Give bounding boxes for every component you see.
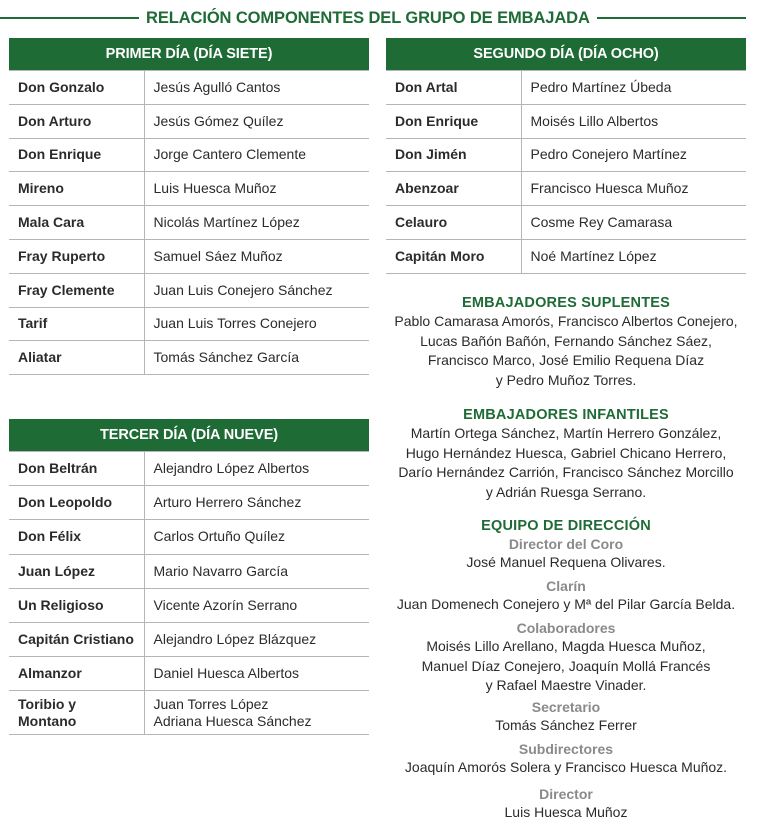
name-cell: Tomás Sánchez García xyxy=(144,341,369,375)
name-cell: Luis Huesca Muñoz xyxy=(144,172,369,206)
name-cell: Arturo Herrero Sánchez xyxy=(144,486,369,520)
table-row xyxy=(9,691,369,735)
text-line: Francisco Marco, José Emilio Requena Díaz xyxy=(427,352,705,368)
table-row xyxy=(9,104,369,138)
tercer-dia-header: TERCER DÍA (DÍA NUEVE) xyxy=(9,419,369,452)
name-cell: Juan Luis Conejero Sánchez xyxy=(144,273,369,307)
colaboradores-label: Colaboradores xyxy=(516,620,616,636)
table-row xyxy=(386,104,746,138)
text-line: y Pedro Muñoz Torres. xyxy=(495,371,637,388)
direccion-section xyxy=(388,517,744,822)
table-row xyxy=(9,71,369,105)
name-cell: Alejandro López Albertos xyxy=(144,452,369,486)
segundo-dia-table xyxy=(386,38,746,274)
role-cell: Celauro xyxy=(386,206,521,240)
name-cell: Nicolás Martínez López xyxy=(144,206,369,240)
text-line: Pablo Camarasa Amorós, Francisco Albertos Conejero, xyxy=(394,313,738,329)
role-cell: Don Jimén xyxy=(386,138,521,172)
role-cell: Mala Cara xyxy=(9,206,144,240)
text-line: y Rafael Maestre Vinader. xyxy=(485,677,647,693)
text-line: Hugo Hernández Huesca, Gabriel Chicano Herrero, xyxy=(405,444,727,461)
director-label: Director xyxy=(539,785,593,802)
role-cell: Don Leopoldo xyxy=(9,486,144,520)
name-cell: Cosme Rey Camarasa xyxy=(521,206,746,240)
role-cell: Capitán Cristiano xyxy=(9,622,144,656)
name-cell: Jorge Cantero Clemente xyxy=(144,138,369,172)
table-row xyxy=(9,341,369,375)
role-cell: Almanzor xyxy=(9,657,144,691)
text-line: Darío Hernández Carrión, Francisco Sánchez Morcillo xyxy=(398,464,734,480)
director-coro-label: Director del Coro xyxy=(508,536,624,552)
role-cell: Abenzoar xyxy=(386,172,521,206)
role-cell: Juan López xyxy=(9,554,144,588)
role-cell: Un Religioso xyxy=(9,588,144,622)
table-row xyxy=(9,273,369,307)
name-cell: Mario Navarro García xyxy=(144,554,369,588)
role-cell: Mireno xyxy=(9,172,144,206)
text-line: José Manuel Requena Olivares. xyxy=(466,554,666,570)
name-cell: Jesús Agulló Cantos xyxy=(144,71,369,105)
role-cell: Capitán Moro xyxy=(386,239,521,273)
role-cell: Don Gonzalo xyxy=(9,71,144,105)
role-cell: Fray Clemente xyxy=(9,273,144,307)
table-row xyxy=(9,206,369,240)
secretario-label: Secretario xyxy=(531,698,601,715)
table-row xyxy=(9,172,369,206)
text-line: Tomás Sánchez Ferrer xyxy=(495,716,637,733)
title-rule-left xyxy=(0,17,139,19)
table-row xyxy=(9,520,369,554)
table-row xyxy=(9,138,369,172)
segundo-dia-header: SEGUNDO DÍA (DÍA OCHO) xyxy=(386,38,746,71)
page-title: RELACIÓN COMPONENTES DEL GRUPO DE EMBAJADA xyxy=(146,8,590,27)
table-row xyxy=(9,622,369,656)
table-row xyxy=(9,452,369,486)
name-cell: Daniel Huesca Albertos xyxy=(144,657,369,691)
table-row xyxy=(386,138,746,172)
text-line: Luis Huesca Muñoz xyxy=(504,803,628,820)
table-row xyxy=(9,239,369,273)
role-cell: Don Arturo xyxy=(9,104,144,138)
infantiles-section xyxy=(388,406,744,502)
table-row xyxy=(9,554,369,588)
role-cell: Don Enrique xyxy=(386,104,521,138)
title-rule-right xyxy=(597,17,746,19)
role-cell: Don Enrique xyxy=(9,138,144,172)
section-body xyxy=(388,312,744,390)
name-cell: Vicente Azorín Serrano xyxy=(144,588,369,622)
table-row xyxy=(9,588,369,622)
role-cell: Don Beltrán xyxy=(9,452,144,486)
name-cell: Alejandro López Blázquez xyxy=(144,622,369,656)
tercer-dia-table xyxy=(9,419,369,735)
name-cell: Pedro Martínez Úbeda xyxy=(521,71,746,105)
text-line: Joaquín Amorós Solera y Francisco Huesca Muñoz. xyxy=(404,759,728,775)
primer-dia-header: PRIMER DÍA (DÍA SIETE) xyxy=(9,38,369,71)
name-line: Juan Torres López xyxy=(153,695,269,712)
section-title: EQUIPO DE DIRECCIÓN xyxy=(481,518,651,534)
name-line: Adriana Huesca Sánchez xyxy=(153,712,312,729)
suplentes-section xyxy=(388,294,744,390)
role-cell: Don Félix xyxy=(9,520,144,554)
text-line: Lucas Bañón Bañón, Fernando Sánchez Sáez, xyxy=(420,332,712,349)
table-row xyxy=(386,172,746,206)
table-row xyxy=(386,239,746,273)
clarin-label: Clarín xyxy=(546,577,586,594)
role-line: Montano xyxy=(18,712,77,729)
section-title: EMBAJADORES INFANTILES xyxy=(463,407,669,423)
subdirectores-label: Subdirectores xyxy=(518,741,614,757)
text-line: Juan Domenech Conejero y Mª del Pilar García Belda. xyxy=(396,595,736,612)
role-cell xyxy=(9,691,144,735)
role-cell: Tarif xyxy=(9,307,144,341)
table-row xyxy=(386,206,746,240)
table-row xyxy=(386,71,746,105)
text-line: Martín Ortega Sánchez, Martín Herrero González, xyxy=(410,425,722,441)
role-cell: Aliatar xyxy=(9,341,144,375)
name-cell xyxy=(144,691,369,735)
text-line: Manuel Díaz Conejero, Joaquín Mollá Francés xyxy=(421,657,711,674)
name-cell: Jesús Gómez Quílez xyxy=(144,104,369,138)
name-cell: Samuel Sáez Muñoz xyxy=(144,239,369,273)
role-line: Toribio y xyxy=(18,695,77,712)
name-cell: Pedro Conejero Martínez xyxy=(521,138,746,172)
role-cell: Fray Ruperto xyxy=(9,239,144,273)
name-cell: Noé Martínez López xyxy=(521,239,746,273)
name-cell: Francisco Huesca Muñoz xyxy=(521,172,746,206)
page-title-row xyxy=(0,4,762,32)
section-title: EMBAJADORES SUPLENTES xyxy=(461,295,671,311)
primer-dia-table xyxy=(9,38,369,375)
table-row xyxy=(9,486,369,520)
text-line: y Adrián Ruesga Serrano. xyxy=(485,483,647,500)
name-cell: Carlos Ortuño Quílez xyxy=(144,520,369,554)
section-body xyxy=(388,424,744,502)
table-row xyxy=(9,307,369,341)
table-row xyxy=(9,657,369,691)
name-cell: Juan Luis Torres Conejero xyxy=(144,307,369,341)
role-cell: Don Artal xyxy=(386,71,521,105)
name-cell: Moisés Lillo Albertos xyxy=(521,104,746,138)
text-line: Moisés Lillo Arellano, Magda Huesca Muñoz, xyxy=(426,638,706,654)
